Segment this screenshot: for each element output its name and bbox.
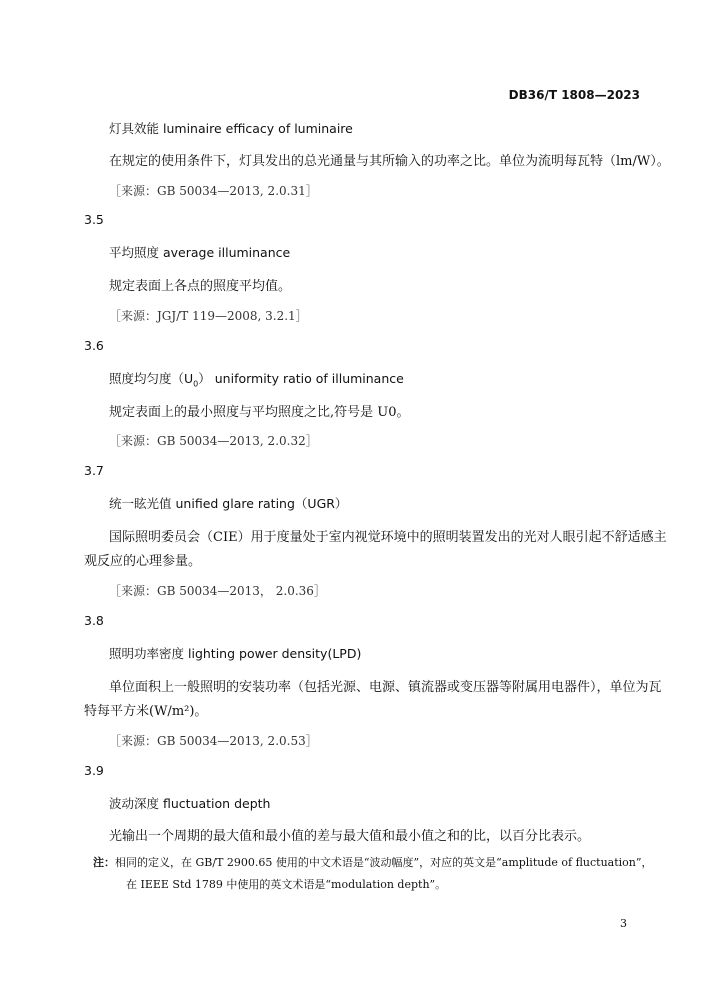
term-title-average-illuminance <box>109 243 290 261</box>
note-label: 注： <box>93 856 115 869</box>
term-cn: 灯具效能 <box>109 121 160 136</box>
clause-number: 3.8 <box>84 613 104 628</box>
term-title-lighting-power-density <box>109 644 361 662</box>
term-cn: 波动深度 <box>109 796 160 811</box>
source-citation: ［来源：GB 50034—2013， 2.0.36］ <box>109 584 326 598</box>
source-citation: ［来源：GB 50034—2013, 2.0.32］ <box>109 434 318 448</box>
term-en: unified glare rating（UGR） <box>175 496 348 511</box>
clause-number: 3.5 <box>84 212 104 227</box>
source-citation: ［来源：GB 50034—2013, 2.0.31］ <box>109 184 318 198</box>
term-cn: 照明功率密度 <box>109 646 185 661</box>
term-cn: 统一眩光值 <box>109 496 172 511</box>
note-line-2: 在 IEEE Std 1789 中使用的英文术语是“modulation depth”。 <box>126 878 447 891</box>
term-en: luminaire efficacy of luminaire <box>163 121 353 136</box>
source-citation: ［来源：GB 50034—2013, 2.0.53］ <box>109 734 318 748</box>
clause-number: 3.9 <box>84 763 104 778</box>
clause-number: 3.7 <box>84 463 104 478</box>
term-title-fluctuation-depth <box>109 794 270 812</box>
term-en: fluctuation depth <box>163 796 271 811</box>
term-title-unified-glare-rating <box>109 494 347 512</box>
term-cn: 平均照度 <box>109 245 160 260</box>
term-en: lighting power density(LPD) <box>188 646 362 661</box>
document-code: DB36/T 1808—2023 <box>508 88 640 102</box>
term-title-uniformity-ratio <box>109 369 404 389</box>
definition-line: 光输出一个周期的最大值和最小值的差与最大值和最小值之和的比，以百分比表示。 <box>109 829 591 844</box>
definition-line: 规定表面上的最小照度与平均照度之比,符号是 U0。 <box>109 405 410 420</box>
definition-line: 在规定的使用条件下，灯具发出的总光通量与其所输入的功率之比。单位为流明每瓦特（lm/W）。 <box>109 154 670 169</box>
term-en: average illuminance <box>163 245 291 260</box>
term-en: uniformity ratio of illuminance <box>214 371 404 386</box>
definition-line: 特每平方米(W/m²)。 <box>84 704 208 719</box>
definition-line: 观反应的心理参量。 <box>84 554 202 569</box>
definition-line: 单位面积上一般照明的安装功率（包括光源、电源、镇流器或变压器等附属用电器件），单位为瓦 <box>109 680 662 695</box>
definition-line: 规定表面上各点的照度平均值。 <box>109 279 292 294</box>
note-text: 相同的定义，在 GB/T 2900.65 使用的中文术语是“波动幅度”，对应的英文是“amplitude of fluctuation”， <box>115 856 653 869</box>
page-number: 3 <box>620 917 627 930</box>
term-cn-close: ） <box>198 371 211 386</box>
term-subscript: 0 <box>193 379 199 389</box>
clause-number: 3.6 <box>84 338 104 353</box>
term-title-luminaire-efficacy <box>109 119 353 137</box>
term-cn: 照度均匀度（U <box>109 371 194 386</box>
definition-line: 国际照明委员会（CIE）用于度量处于室内视觉环境中的照明装置发出的光对人眼引起不舒适感主 <box>109 530 667 545</box>
source-citation: ［来源：JGJ/T 119—2008, 3.2.1］ <box>109 309 308 323</box>
note-line-1 <box>93 854 652 870</box>
